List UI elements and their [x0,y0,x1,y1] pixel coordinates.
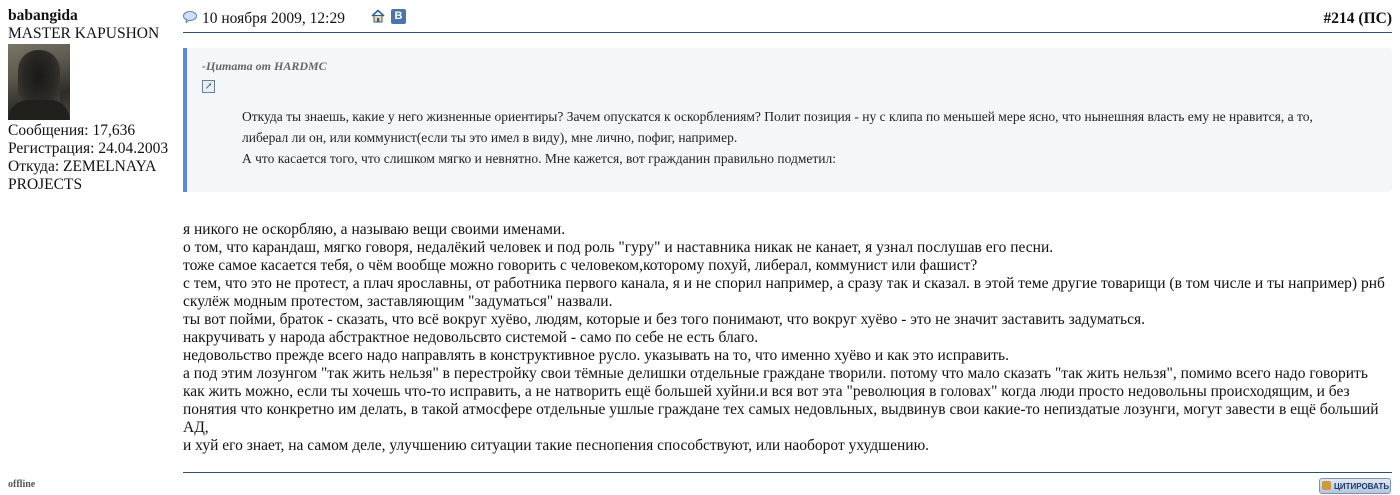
post-header [183,8,1392,33]
post-number-value[interactable]: #214 [1323,10,1355,27]
quote-button-label: ЦИТИРОВАТЬ [1334,482,1390,491]
avatar-shoulders-shape [8,100,70,120]
post-number[interactable] [1324,10,1392,28]
user-registration-date: Регистрация: 24.04.2003 [8,140,169,157]
quote-button-icon [1322,481,1331,490]
post-body [183,221,1388,455]
username[interactable]: babangida [8,7,78,24]
vk-share-icon[interactable]: В [391,9,406,24]
post-line: и хуй его знает, на самом деле, улучшению ситуации такие песнопения способствуют, или наоборот ухудшению. [183,437,930,454]
speech-bubble-icon [183,11,197,23]
post-line: недовольство прежде всего надо направлять в конструктивное русло. указывать на то, что именно хуёво и как это исправить. [183,347,1009,364]
quote-line: Откуда ты знаешь, какие у него жизненные ориентиры? Зачем опускатся к оскорблениям? Полит позиция - ну с клипа по меньшей мере ясно, что нынешняя власть ему не нравится, а то, либерал ли он, или коммунист(если ты это имел в виду), мне лично, пофиг, например. [242,109,1313,145]
user-location-cont: PROJECTS [8,176,83,193]
post-line: а под этим лозунгом "так жить нельзя" в перестройку свои тёмные делишки отдельные граждане творили. потому что мало сказать "так жить нельзя", помимо всего надо говорить как жить можно, если ты хочешь что-то исправить, а не натворить ещё большей хуйни.и вся вот эта "революция в головах" когда люди просто недовольны происходящим, и без понятия что конкретно им делать, в такой атмосфере отдельные ушлые граждане тех самых недовльных, выдвинув свои какие-то непиздатые лозунги, могут завести в ещё больший АД, [183,365,1379,436]
user-location: Откуда: ZEMELNAYA [8,158,157,175]
post-line: я никого не оскорбляю, а называю вещи своими именами. [183,221,566,238]
post-number-suffix: (ПС) [1358,10,1392,27]
post-date: 10 ноября 2009, 12:29 [202,10,345,27]
status-offline: offline [8,479,36,490]
avatar[interactable] [8,44,70,120]
quote-source-link-icon[interactable]: ↗ [202,80,215,93]
home-icon[interactable] [371,9,385,23]
post-line: с тем, что это не протест, а плач ярославны, от работника первого канала, я и не спорил например, а сразу так и сказал. в этой теме другие товарищи (в том числе и ты например) рнб скулёж модным протестом, заставляющим "задуматься" назвали. [183,275,1385,310]
quote-block [183,48,1392,192]
post-line: ты вот пойми, браток - сказать, что всё вокруг хуёво, людям, которые и без того понимают, что вокруг хуёво - это не значит заставить задуматься. [183,311,1145,328]
quote-header: -Цитата от HARDMC [202,59,327,73]
quote-line: А что касается того, что слишком мягко и невнятно. Мне кажется, вот гражданин правильно подметил: [242,151,837,166]
post-line: о том, что карандаш, мягко говоря, недалёкий человек и под роль "гуру" и наставника никак не канает, я узнал послушав его песни. [183,239,1054,256]
post-footer-divider [183,472,1392,473]
post-line: накручивать у народа абстрактное недовольсвто системой - само по себе не есть благо. [183,329,759,346]
quote-text [242,106,1342,169]
post-line: тоже самое касается тебя, о чём вообще можно говорить с человеком,которому похуй, либерал, коммунист или фашист? [183,257,978,274]
user-post-count: Сообщения: 17,636 [8,122,136,139]
user-title: MASTER KAPUSHON [8,25,160,42]
quote-reply-button[interactable] [1319,478,1391,494]
user-info-panel [8,7,180,194]
